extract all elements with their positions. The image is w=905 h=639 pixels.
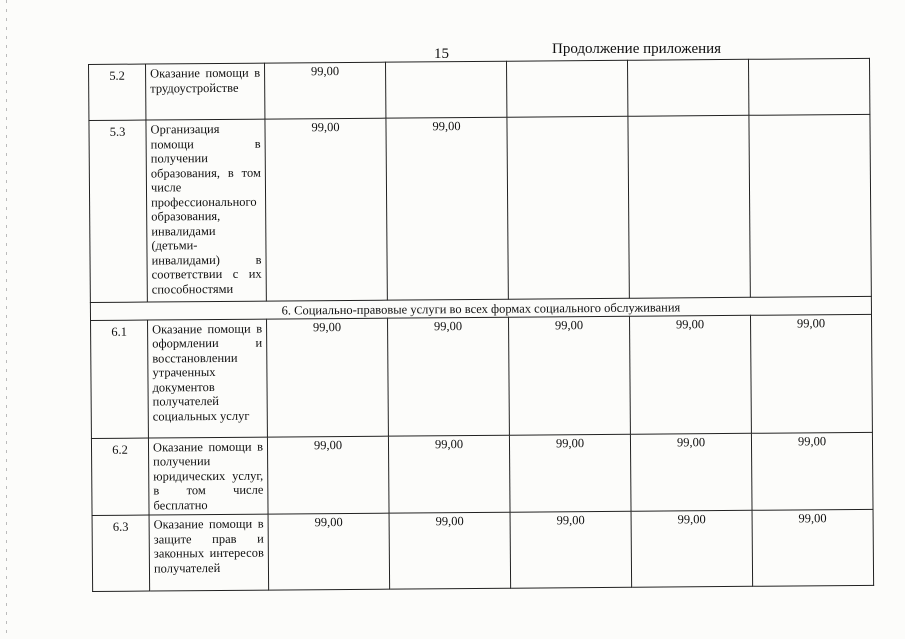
value-cell: 99,00: [267, 436, 389, 514]
services-table-container: [88, 58, 874, 592]
value-cell: [749, 114, 871, 297]
row-number: 5.2: [89, 64, 146, 120]
continuation-label: Продолжение приложения: [552, 41, 722, 57]
value-cell: 99,00: [268, 513, 390, 590]
table-row: [91, 314, 873, 438]
value-cell: 99,00: [389, 512, 511, 589]
service-description: Оказание помощи в защите прав и законных интересов получателей: [149, 514, 269, 591]
value-cell: 99,00: [508, 316, 630, 435]
section-title: 6. Социально-правовые услуги во всех формах социального обслуживания: [90, 296, 871, 320]
value-cell: 99,00: [388, 435, 510, 513]
page-number: 15: [434, 46, 449, 62]
value-cell: 99,00: [750, 314, 872, 433]
value-cell: [628, 115, 750, 298]
row-number: 6.1: [91, 320, 149, 438]
value-cell: [506, 60, 627, 117]
service-description: Оказание помощи в трудоустройстве: [146, 63, 265, 120]
value-cell: 99,00: [386, 117, 508, 300]
value-cell: 99,00: [388, 317, 510, 436]
table-row: [89, 58, 870, 120]
table-row: [91, 432, 873, 516]
table-row: [92, 509, 874, 591]
value-cell: 99,00: [510, 511, 632, 588]
service-description: Оказание помощи в оформлении и восстановлении утраченных документов получателей социальных услуг: [148, 319, 268, 438]
value-cell: 99,00: [631, 510, 753, 587]
value-cell: 99,00: [752, 509, 874, 586]
row-number: 6.2: [91, 438, 149, 516]
value-cell: 99,00: [751, 432, 873, 510]
value-cell: 99,00: [509, 434, 631, 512]
value-cell: [507, 116, 629, 299]
scan-edge: [6, 0, 7, 639]
value-cell: 99,00: [265, 118, 387, 301]
row-number: 5.3: [89, 120, 147, 302]
row-number: 6.3: [92, 515, 150, 591]
value-cell: [627, 59, 748, 116]
service-description: Оказание помощи в получении юридических услуг, в том числе бесплатно: [148, 437, 268, 515]
services-table: [88, 58, 874, 592]
service-description: Организация помощи в получении образования, в том числе профессионального образования, инвалидами (детьми-инвалидами) в соответствии с их способностями: [146, 119, 266, 302]
value-cell: 99,00: [267, 318, 389, 437]
value-cell: 99,00: [629, 315, 751, 434]
value-cell: [385, 61, 506, 118]
value-cell: 99,00: [630, 433, 752, 511]
table-row: [89, 114, 871, 302]
value-cell: 99,00: [264, 62, 385, 119]
value-cell: [748, 58, 869, 115]
